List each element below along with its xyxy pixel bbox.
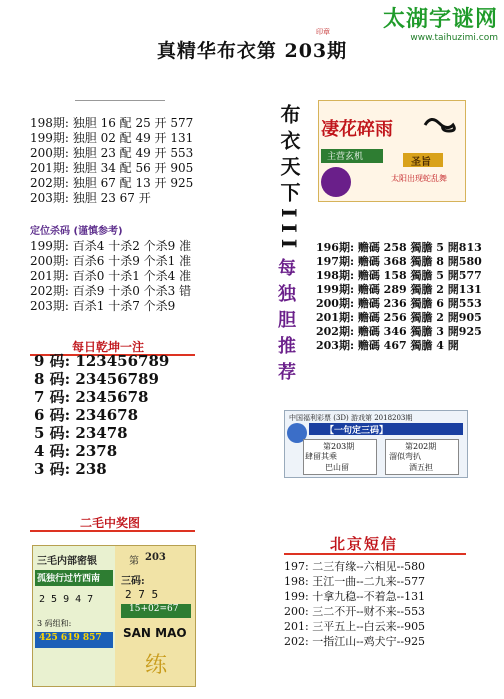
sec3-row: 9 码: 123456789: [34, 352, 170, 370]
ticket-digits: 2 5 9 4 7: [39, 594, 94, 605]
bj-row: 199: 十拿九稳--不着急--131: [284, 590, 426, 603]
beijing-underline: [284, 553, 466, 555]
section-shama-header: 定位杀码 (谨慎参考): [30, 226, 123, 237]
section-qiankun-rows: [34, 352, 169, 478]
sec1-row: 202期: 独胆 67 配 13 开 925: [30, 176, 194, 190]
sec1-row: 198期: 独胆 16 配 25 开 577: [30, 116, 194, 130]
ticket-issue-label: 第: [129, 556, 139, 567]
dan-row: 198期: 赡碼 158 獨膽 5 開577: [316, 269, 482, 282]
right-vertical-title: 布衣天下III: [277, 104, 301, 255]
ticket-left-line: 孤独行过竹西南: [37, 574, 101, 584]
dan-row: 200期: 赡碼 236 獨膽 6 開553: [316, 297, 482, 310]
dan-row: 199期: 赡碼 289 獨膽 2 開131: [316, 283, 482, 296]
sec2-row: 199期: 百杀4 十杀2 个杀9 准: [30, 239, 192, 253]
dan-row: 197期: 赡碼 368 獨膽 8 開580: [316, 255, 482, 268]
ticket-issue: 203: [145, 552, 166, 563]
promo-card-flower-icon: [321, 167, 351, 197]
lottery-col2-l2: 酒五担: [409, 463, 433, 472]
lottery-banner: 【一句定三码】: [325, 426, 389, 436]
section-qiankun-header: 每日乾坤一注: [72, 340, 145, 354]
seal-stamp: 印章: [316, 28, 330, 36]
sec2-row: 203期: 百杀1 十杀7 个杀9: [30, 299, 176, 313]
beijing-header-box: [284, 533, 466, 555]
section-shama-rows: [30, 239, 260, 314]
dan-row: 202期: 赡碼 346 獨膽 3 開925: [316, 325, 482, 338]
beijing-rows: [284, 559, 425, 649]
section-ermao-header: 二毛中奖图: [80, 516, 141, 530]
bj-row: 202: 一指江山--鸡犬宁--925: [284, 635, 426, 648]
dan-side-text: 每独胆推荐: [275, 258, 296, 388]
snake-icon: [423, 113, 459, 135]
sec3-row: 8 码: 23456789: [34, 370, 159, 388]
ticket-right-label: 三码:: [121, 576, 145, 587]
sec3-row: 3 码: 238: [34, 460, 107, 478]
sec1-row: 203期: 独胆 23 67 开: [30, 191, 151, 205]
sec2-row: 201期: 百杀0 十杀1 个杀4 准: [30, 269, 192, 283]
promo-card-left-tag: 主营玄机: [327, 152, 364, 162]
dan-rows: [316, 241, 482, 353]
bj-row: 197: 二三有缘--六相见--580: [284, 560, 426, 573]
ticket-brand: SAN MAO: [123, 626, 187, 640]
section-ermao-header-box: [30, 512, 200, 532]
bj-row: 200: 三二不开--财不来--553: [284, 605, 426, 618]
lottery-col2-title: 第202期: [405, 442, 437, 451]
ticket-image: [32, 545, 196, 687]
lottery-box: [284, 410, 468, 478]
sec2-row: 202期: 百杀9 十杀0 个杀3 错: [30, 284, 192, 298]
promo-card-sub: 太阳出现蛇乱舞: [391, 174, 447, 183]
ticket-formula: 15+02=67: [129, 604, 179, 614]
lottery-col2-l1: 溜似弯扒: [389, 452, 421, 461]
lottery-col1-l2: 巴山留: [325, 463, 349, 472]
bj-row: 198: 王江一曲--二九来--577: [284, 575, 426, 588]
lottery-header: 中国福利彩票 (3D) 游戏第 2018203期: [289, 414, 413, 422]
page-title: 真精华布衣第 203期: [156, 40, 348, 62]
promo-card-title: 凄花碎雨: [321, 119, 393, 140]
beijing-header: 北京短信: [330, 535, 399, 553]
ticket-left-panel: [33, 546, 115, 686]
sec3-row: 7 码: 2345678: [34, 388, 149, 406]
promo-card: [318, 100, 466, 202]
section-ermao-underline: [30, 530, 195, 532]
dan-row: 203期: 赡碼 467 獨膽 4 開: [316, 339, 459, 352]
ticket-phone: 425 619 857: [39, 633, 102, 643]
sec1-row: 199期: 独胆 02 配 49 开 131: [30, 131, 194, 145]
section-dudan-rows: [30, 116, 250, 206]
section-shama: [30, 222, 260, 314]
ticket-lian: 练: [145, 653, 168, 678]
bj-row: 201: 三平五上--白云来--905: [284, 620, 426, 633]
dan-row: 201期: 赡碼 256 獨膽 2 開905: [316, 311, 482, 324]
ticket-left-title: 三毛内部密银: [37, 556, 97, 567]
sec3-row: 4 码: 2378: [34, 442, 118, 460]
ticket-phone-label: 3 码组和:: [37, 619, 72, 628]
site-logo-name: 太湖字谜网: [382, 7, 498, 32]
lottery-col1-l1: 肆留其乘: [305, 452, 337, 461]
promo-card-badge: 圣旨: [411, 157, 431, 168]
section-dudan-header-bar: [75, 92, 165, 101]
lottery-col1-title: 第203期: [323, 442, 355, 451]
sec3-row: 6 码: 234678: [34, 406, 139, 424]
sec1-row: 200期: 独胆 23 配 49 开 553: [30, 146, 194, 160]
sec2-row: 200期: 百杀6 十杀9 个杀1 准: [30, 254, 192, 268]
ticket-right-code: 2 7 5: [125, 588, 159, 601]
sec1-row: 201期: 独胆 34 配 56 开 905: [30, 161, 194, 175]
section-dudan: [30, 92, 250, 206]
dan-row: 196期: 赡碼 258 獨膽 5 開813: [316, 241, 482, 254]
site-logo-url: www.taihuzimi.com: [410, 33, 498, 43]
sec3-row: 5 码: 23478: [34, 424, 128, 442]
